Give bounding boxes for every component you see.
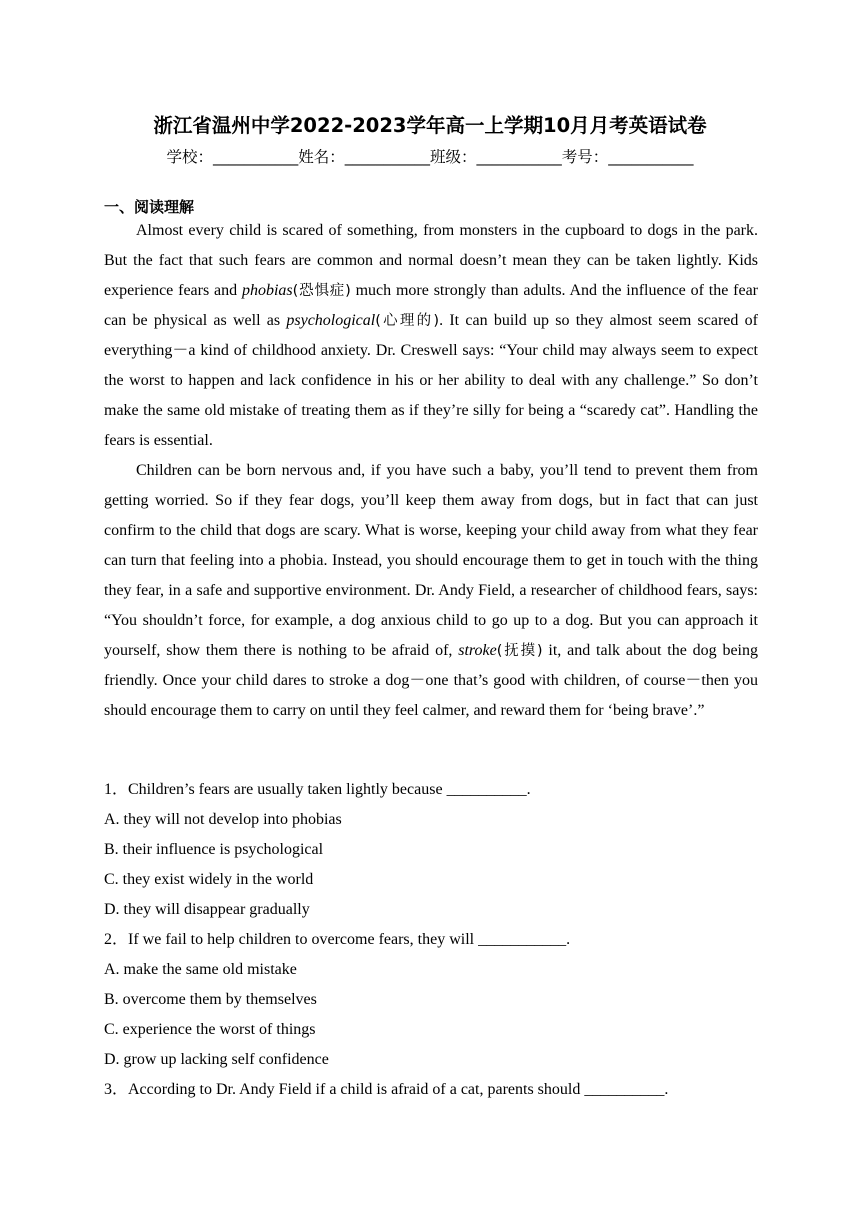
option-c: C. experience the worst of things: [104, 1021, 316, 1038]
vocab-word-stroke: stroke: [458, 642, 497, 659]
option-d: D. they will disappear gradually: [104, 901, 310, 918]
question-stem: 1．Children’s fears are usually taken lightly because __________.: [104, 781, 531, 798]
question-2: [104, 925, 758, 1075]
question-list: [104, 775, 758, 1105]
question-stem: 3．According to Dr. Andy Field if a child is afraid of a cat, parents should __________.: [104, 1081, 669, 1098]
option-c: C. they exist widely in the world: [104, 871, 314, 888]
question-stem: 2．If we fail to help children to overcome fears, they will ___________.: [104, 931, 571, 948]
gloss-phobias: (恐惧症): [292, 283, 351, 299]
gloss-psychological: (心理的): [375, 313, 440, 329]
student-info-line: 学校：___________姓名：___________班级：___________考号：___________: [166, 148, 694, 166]
question-3: [104, 1075, 758, 1105]
passage-paragraph-1: Almost every child is scared of something, from monsters in the cupboard to dogs in the park. But the fact that such fears are common and normal doesn’t mean they can be taken lightly. Kids experience fears and phobias(恐惧症) much more strongly than adults. And the influence of the fear can be physical as well as psychological(心理的). It can build up so they almost seem scared of everything－a kind of childhood anxiety. Dr. Creswell says: “Your child may always seem to expect the worst to happen and lack confidence in his or her ability to deal with any challenge.” So don’t make the same old mistake of treating them as if they’re silly for being a “scaredy cat”. Handling the fears is essential.: [104, 222, 759, 449]
question-1: [104, 775, 758, 925]
option-b: B. their influence is psychological: [104, 841, 324, 858]
option-b: B. overcome them by themselves: [104, 991, 317, 1008]
gloss-stroke: (抚摸): [496, 643, 543, 659]
section-heading: 一、阅读理解: [104, 198, 195, 216]
exam-title: 浙江省温州中学2022-2023学年高一上学期10月月考英语试卷: [153, 114, 707, 137]
option-d: D. grow up lacking self confidence: [104, 1051, 329, 1068]
option-a: A. make the same old mistake: [104, 961, 297, 978]
passage: [104, 216, 758, 726]
passage-paragraph-2: Children can be born nervous and, if you have such a baby, you’ll tend to prevent them from getting worried. So if they fear dogs, you’ll keep them away from dogs, but in fact that can just confirm to the child that dogs are scary. What is worse, keeping your child away from what they fear can turn that feeling into a phobia. Instead, you should encourage them to get in touch with the thing they fear, in a safe and supportive environment. Dr. Andy Field, a researcher of childhood fears, says: “You shouldn’t force, for example, a dog anxious child to go up to a dog. But you can approach it yourself, show them there is nothing to be afraid of, stroke(抚摸) it, and talk about the dog being friendly. Once your child dares to stroke a dog－one that’s good with children, of course－then you should encourage them to carry on until they feel calmer, and reward them for ‘being brave’.”: [104, 462, 759, 719]
option-a: A. they will not develop into phobias: [104, 811, 342, 828]
vocab-word-psychological: psychological: [286, 312, 376, 329]
vocab-word-phobias: phobias: [241, 282, 293, 299]
